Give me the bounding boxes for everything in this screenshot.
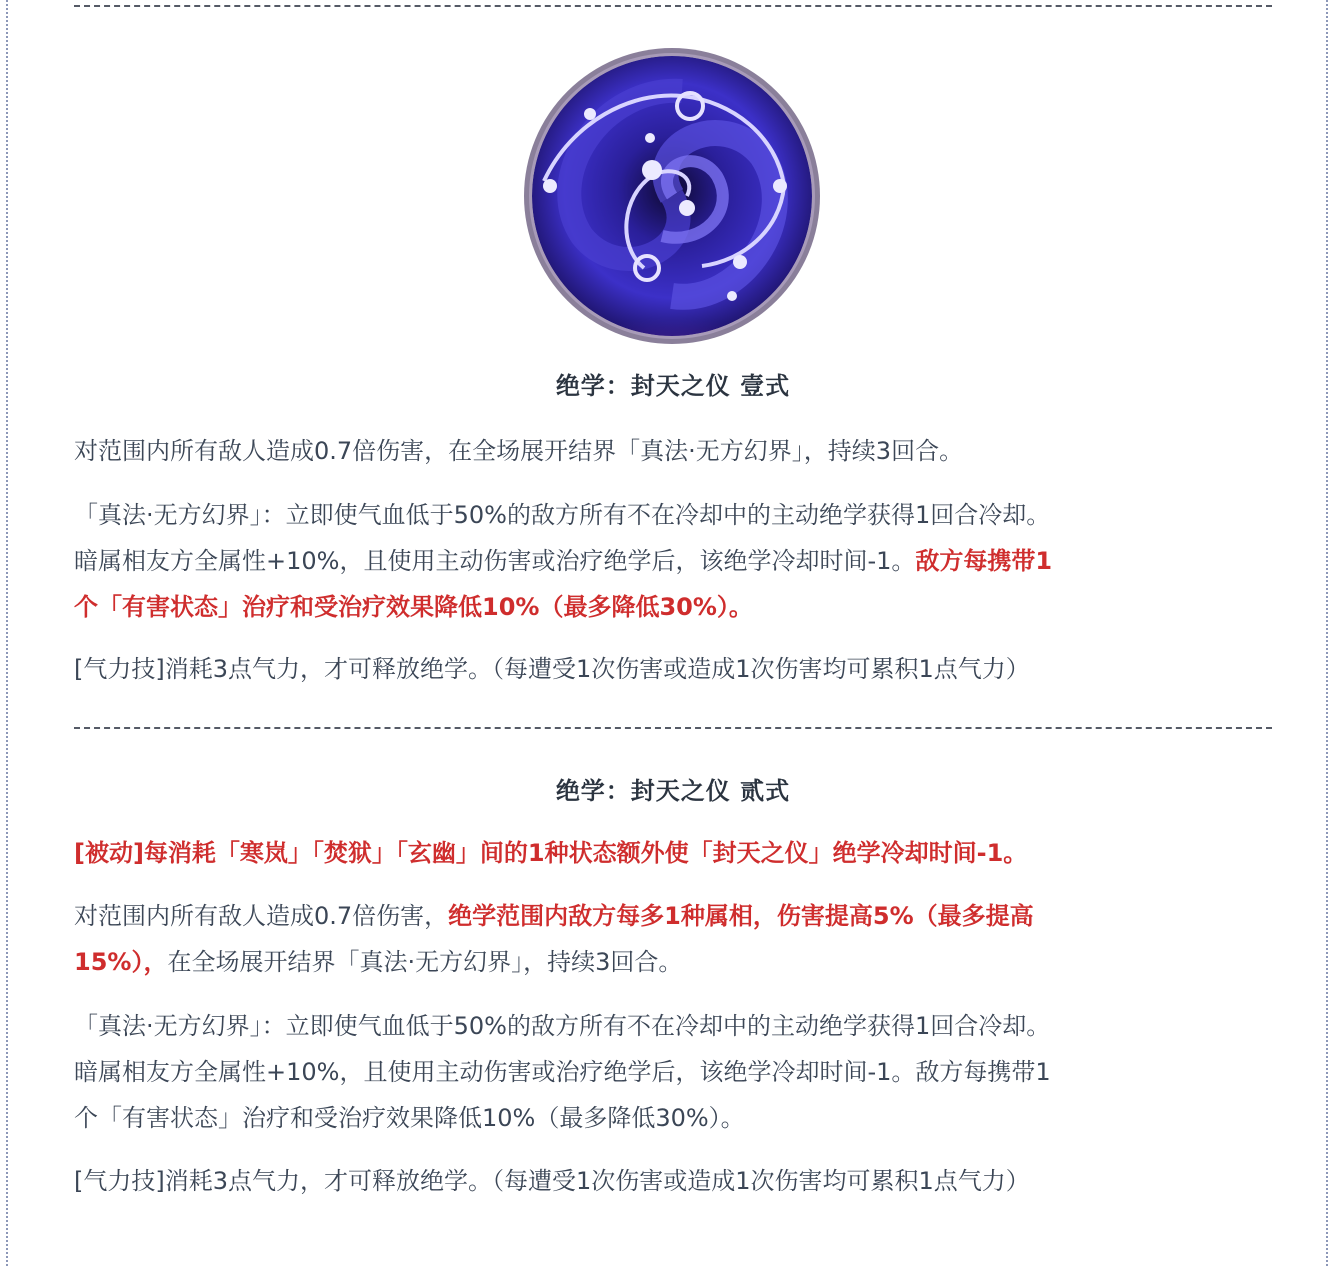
skill2-field-line2: 暗属相友方全属性+10%，且使用主动伤害或治疗绝学后，该绝学冷却时间-1。敌方每携带1: [74, 1058, 1051, 1086]
skill2-desc-line1: [74, 893, 1274, 939]
skill2-energy-note: [气力技]消耗3点气力，才可释放绝学。（每遭受1次伤害或造成1次伤害均可累积1点气力）: [74, 1167, 1030, 1195]
skill2-passive: [被动]每消耗「寒岚」「焚狱」「玄幽」间的1种状态额外使「封天之仪」绝学冷却时间-1。: [74, 839, 1028, 867]
skill1-field-line3: 个「有害状态」治疗和受治疗效果降低10%（最多降低30%）。: [74, 593, 753, 621]
skill2-desc-line2-highlight: 15%），: [74, 948, 168, 976]
skill1-energy-note: [气力技]消耗3点气力，才可释放绝学。（每遭受1次伤害或造成1次伤害均可累积1点气力）: [74, 655, 1030, 683]
skill2-field-line1: 「真法·无方幻界」：立即使气血低于50%的敌方所有不在冷却中的主动绝学获得1回合冷却。: [74, 1012, 1051, 1040]
skill1-field-line2-highlight: 敌方每携带1: [915, 547, 1053, 575]
void-vortex-skill-icon: [522, 46, 822, 346]
skill2-desc-line2: [74, 939, 1274, 985]
skill2-description: [74, 893, 1274, 985]
skill2-desc-line1-highlight: 绝学范围内敌方每多1种属相，伤害提高5%（最多提高: [448, 902, 1034, 930]
skill2-field-effect: [74, 1003, 1274, 1141]
skill2-desc-line1-normal: 对范围内所有敌人造成0.7倍伤害，: [74, 902, 449, 930]
skill1-title: 绝学：封天之仪 壹式: [555, 372, 791, 400]
skill1-description: 对范围内所有敌人造成0.7倍伤害，在全场展开结界「真法·无方幻界」，持续3回合。: [74, 437, 964, 465]
skill1-field-effect: [74, 492, 1274, 630]
skill1-field-line2: [74, 538, 1274, 584]
skill2-desc-line2-normal: 在全场展开结界「真法·无方幻界」，持续3回合。: [167, 948, 683, 976]
skill1-field-line1: 「真法·无方幻界」：立即使气血低于50%的敌方所有不在冷却中的主动绝学获得1回合冷却。: [74, 501, 1051, 529]
skill2-field-line3: 个「有害状态」治疗和受治疗效果降低10%（最多降低30%）。: [74, 1104, 745, 1132]
skill1-field-line2-normal: 暗属相友方全属性+10%，且使用主动伤害或治疗绝学后，该绝学冷却时间-1。: [74, 547, 916, 575]
top-divider: [74, 5, 1272, 7]
skill2-title: 绝学：封天之仪 贰式: [555, 777, 791, 805]
middle-divider: [74, 727, 1272, 729]
